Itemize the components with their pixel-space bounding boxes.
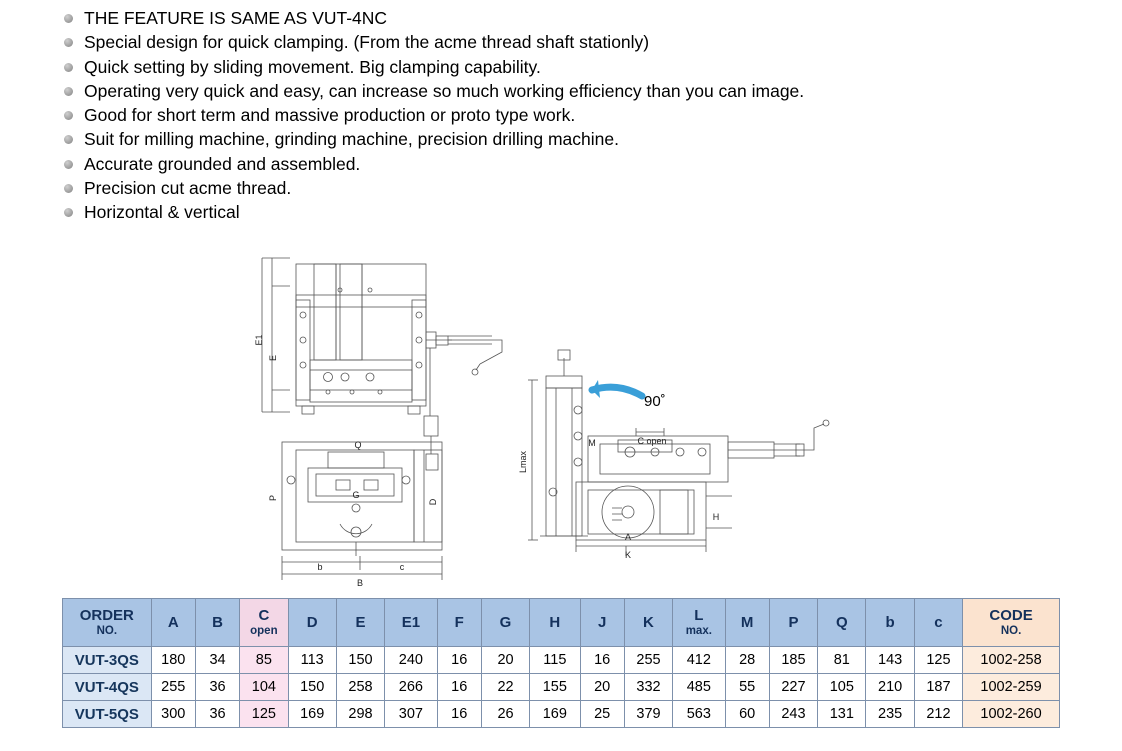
cell-p: 227 [769, 674, 817, 701]
table-row [63, 701, 1060, 728]
rotation-arrow [592, 380, 642, 398]
feature-item [62, 200, 1062, 224]
label-c-lower: c [399, 562, 405, 572]
column-header-h [530, 599, 580, 647]
label-k: K [624, 550, 632, 560]
column-header-code [963, 599, 1060, 647]
bullet-icon [64, 160, 73, 169]
column-header-sublabel: NO. [96, 624, 118, 637]
cell-code: 1002-259 [963, 674, 1060, 701]
label-m: M [588, 438, 596, 448]
cell-e: 150 [336, 647, 384, 674]
cell-order: VUT-5QS [63, 701, 152, 728]
cell-c: 104 [240, 674, 288, 701]
column-header-m [725, 599, 769, 647]
cell-m: 55 [725, 674, 769, 701]
feature-text: Accurate grounded and assembled. [84, 153, 361, 174]
column-header-label: D [306, 613, 318, 631]
column-header-label: E1 [401, 613, 421, 631]
column-header-a [151, 599, 195, 647]
cell-b: 34 [195, 647, 239, 674]
column-header-blow [866, 599, 914, 647]
column-header-l [673, 599, 725, 647]
feature-item [62, 176, 1062, 200]
label-e1: E1 [254, 334, 264, 346]
cell-p: 185 [769, 647, 817, 674]
cell-j: 25 [580, 701, 624, 728]
cell-h: 115 [530, 647, 580, 674]
cell-g: 20 [481, 647, 529, 674]
cell-code: 1002-260 [963, 701, 1060, 728]
bullet-icon [64, 14, 73, 23]
column-header-clow [914, 599, 962, 647]
label-p: P [268, 494, 278, 502]
cell-f: 16 [437, 647, 481, 674]
feature-item [62, 6, 1062, 30]
column-header-d [288, 599, 336, 647]
column-header-sublabel: NO. [1000, 624, 1022, 637]
feature-item [62, 30, 1062, 54]
cell-clow: 125 [914, 647, 962, 674]
cell-e1: 307 [385, 701, 437, 728]
column-header-label: c [934, 613, 943, 631]
cell-b: 36 [195, 674, 239, 701]
feature-list [62, 6, 1062, 225]
column-header-label: B [212, 613, 223, 631]
cell-f: 16 [437, 674, 481, 701]
label-q: Q [354, 440, 362, 450]
feature-item [62, 127, 1062, 151]
cell-c: 125 [240, 701, 288, 728]
column-header-j [580, 599, 624, 647]
bullet-icon [64, 111, 73, 120]
column-header-label: M [740, 613, 754, 631]
feature-text: Good for short term and massive production or proto type work. [84, 105, 576, 126]
column-header-label: E [355, 613, 366, 631]
label-b-total: B [356, 578, 364, 588]
column-header-label: H [549, 613, 561, 631]
cell-d: 113 [288, 647, 336, 674]
cell-l: 563 [673, 701, 725, 728]
column-header-q [818, 599, 866, 647]
column-header-c [240, 599, 288, 647]
cell-code: 1002-258 [963, 647, 1060, 674]
feature-text: Suit for milling machine, grinding machine, precision drilling machine. [84, 129, 619, 150]
column-header-label: A [167, 613, 179, 631]
cell-m: 28 [725, 647, 769, 674]
cell-order: VUT-4QS [63, 674, 152, 701]
cell-a: 180 [151, 647, 195, 674]
column-header-sublabel: max. [685, 624, 712, 637]
cell-e: 258 [336, 674, 384, 701]
cell-k: 379 [624, 701, 672, 728]
column-header-label: ORDER [79, 607, 134, 625]
cell-a: 255 [151, 674, 195, 701]
cell-clow: 187 [914, 674, 962, 701]
cell-order: VUT-3QS [63, 647, 152, 674]
feature-text: Precision cut acme thread. [84, 178, 292, 199]
cell-a: 300 [151, 701, 195, 728]
column-header-label: C [258, 607, 270, 625]
table-row [63, 674, 1060, 701]
label-a: A [624, 532, 632, 542]
column-header-label: G [499, 613, 512, 631]
column-header-label: L [694, 607, 704, 625]
bullet-icon [64, 184, 73, 193]
label-d: D [428, 498, 438, 506]
cell-blow: 143 [866, 647, 914, 674]
label-e: E [268, 354, 278, 362]
label-b-lower: b [317, 562, 323, 572]
cell-e: 298 [336, 701, 384, 728]
cell-p: 243 [769, 701, 817, 728]
cell-d: 150 [288, 674, 336, 701]
column-header-e1 [385, 599, 437, 647]
cell-e1: 240 [385, 647, 437, 674]
feature-text: Special design for quick clamping. (From the acme thread shaft stationly) [84, 32, 650, 53]
cell-j: 16 [580, 647, 624, 674]
cell-h: 169 [530, 701, 580, 728]
column-header-g [481, 599, 529, 647]
column-header-label: J [597, 613, 607, 631]
cell-d: 169 [288, 701, 336, 728]
feature-item [62, 79, 1062, 103]
bullet-icon [64, 135, 73, 144]
column-header-f [437, 599, 481, 647]
label-angle: 90˚ [644, 393, 666, 410]
column-header-order [63, 599, 152, 647]
label-h: H [712, 512, 720, 522]
bullet-icon [64, 208, 73, 217]
cell-h: 155 [530, 674, 580, 701]
cell-k: 255 [624, 647, 672, 674]
column-header-label: CODE [989, 607, 1033, 625]
cell-l: 485 [673, 674, 725, 701]
feature-item [62, 152, 1062, 176]
cell-k: 332 [624, 674, 672, 701]
label-c-open: C open [637, 436, 667, 446]
column-header-label: P [788, 613, 799, 631]
bullet-icon [64, 63, 73, 72]
cell-g: 26 [481, 701, 529, 728]
column-header-label: Q [835, 613, 848, 631]
cell-l: 412 [673, 647, 725, 674]
cell-q: 105 [818, 674, 866, 701]
feature-text: Operating very quick and easy, can increase so much working efficiency than you can image. [84, 80, 805, 101]
cell-g: 22 [481, 674, 529, 701]
cell-q: 131 [818, 701, 866, 728]
cell-c: 85 [240, 647, 288, 674]
cell-f: 16 [437, 701, 481, 728]
feature-text: Quick setting by sliding movement. Big clamping capability. [84, 56, 541, 77]
cell-blow: 235 [866, 701, 914, 728]
column-header-sublabel: open [250, 624, 278, 637]
column-header-k [624, 599, 672, 647]
table-row [63, 647, 1060, 674]
cell-m: 60 [725, 701, 769, 728]
label-g: G [352, 490, 360, 500]
cell-j: 20 [580, 674, 624, 701]
table-header-row [63, 599, 1060, 647]
column-header-label: F [454, 613, 464, 631]
feature-text: THE FEATURE IS SAME AS VUT-4NC [84, 8, 388, 28]
feature-text: Horizontal & vertical [84, 202, 240, 223]
cell-clow: 212 [914, 701, 962, 728]
feature-item [62, 103, 1062, 127]
cell-b: 36 [195, 701, 239, 728]
column-header-label: K [643, 613, 654, 631]
feature-item [62, 55, 1062, 79]
column-header-e [336, 599, 384, 647]
column-header-p [769, 599, 817, 647]
bullet-icon [64, 87, 73, 96]
cell-q: 81 [818, 647, 866, 674]
cell-blow: 210 [866, 674, 914, 701]
specification-table [62, 598, 1060, 728]
bullet-icon [64, 38, 73, 47]
cell-e1: 266 [385, 674, 437, 701]
column-header-label: b [885, 613, 895, 631]
label-lmax: Lmax [518, 450, 528, 474]
column-header-b [195, 599, 239, 647]
technical-drawing [240, 240, 880, 590]
